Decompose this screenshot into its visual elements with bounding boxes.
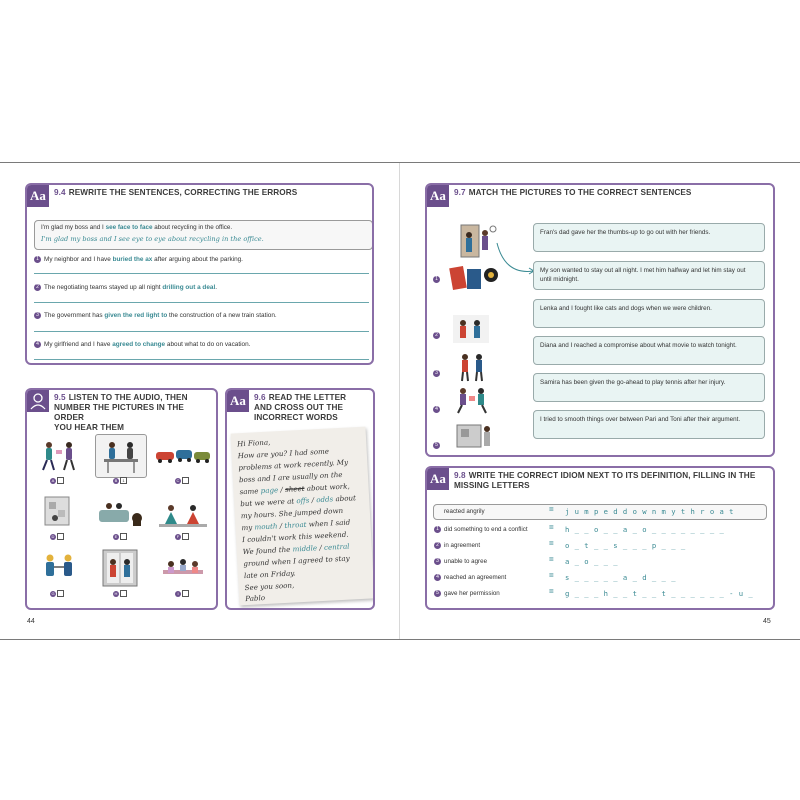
example-sentence: Fran's dad gave her the thumbs-up to go out with her friends. bbox=[533, 223, 765, 252]
book-spread bbox=[0, 162, 800, 640]
picture-3 bbox=[453, 351, 491, 383]
vocabulary-badge-icon: Aa bbox=[27, 185, 49, 207]
letter-line: See you soon, bbox=[244, 580, 295, 593]
letter-line: I couldn't work this weekend. bbox=[241, 529, 349, 545]
equals-sign: = bbox=[549, 539, 554, 548]
exercise-9-6 bbox=[225, 388, 375, 610]
question-4: 4 My girlfriend and I have agreed to change about what to do on vacation. bbox=[34, 341, 250, 348]
answer-line-3[interactable] bbox=[34, 331, 369, 332]
picture-number-3: 3 bbox=[433, 365, 443, 383]
letter-line: ground when I agreed to stay bbox=[243, 553, 350, 569]
page-number-left: 44 bbox=[27, 618, 35, 625]
picture-a bbox=[35, 437, 83, 473]
example-answer: j u m p e d d o w n m y t h r o a t bbox=[565, 507, 734, 516]
definition-2: 2 in agreement bbox=[434, 542, 480, 549]
vocabulary-badge-icon: Aa bbox=[427, 185, 449, 207]
exercise-9-7 bbox=[425, 183, 775, 457]
equals-sign: = bbox=[549, 555, 554, 564]
example-answer: I'm glad my boss and I see eye to eye about recycling in the office. bbox=[41, 235, 264, 243]
exercise-title: 9.5 LISTEN TO THE AUDIO, THEN NUMBER THE PICTURES IN THE ORDER YOU HEAR THEM bbox=[54, 393, 188, 432]
equals-sign: = bbox=[549, 587, 554, 596]
definition-1: 1 did something to end a conflict bbox=[434, 526, 528, 533]
answer-line-1[interactable] bbox=[34, 273, 369, 274]
example-row bbox=[433, 504, 767, 520]
sentence-box[interactable]: Samira has been given the go-ahead to play tennis after her injury. bbox=[533, 373, 765, 402]
example-picture bbox=[457, 223, 497, 261]
page-gutter bbox=[399, 163, 400, 639]
letter-line: Pablo bbox=[245, 593, 266, 604]
label-e[interactable]: E bbox=[113, 533, 127, 540]
question-1: 1 My neighbor and I have buried the ax after arguing about the parking. bbox=[34, 256, 243, 263]
picture-i bbox=[155, 552, 211, 586]
sentence-box[interactable]: My son wanted to stay out all night. I met him halfway and let him stay out until midnight. bbox=[533, 261, 765, 290]
exercise-9-4 bbox=[25, 183, 374, 365]
letter-line: boss and I are usually on the bbox=[238, 469, 343, 485]
definition-4: 4 reached an agreement bbox=[434, 574, 506, 581]
example-definition: reacted angrily bbox=[444, 508, 485, 515]
picture-g bbox=[37, 550, 81, 586]
picture-number-2: 2 bbox=[433, 327, 443, 345]
exercise-title: 9.8 WRITE THE CORRECT IDIOM NEXT TO ITS DEFINITION, FILLING IN THE MISSING LETTERS bbox=[454, 471, 756, 490]
example-box bbox=[34, 220, 373, 250]
answer-line-4[interactable] bbox=[34, 359, 369, 360]
answer-3[interactable]: a _ o _ _ _ bbox=[565, 557, 619, 566]
picture-b bbox=[95, 434, 147, 478]
answer-4[interactable]: s _ _ _ _ _ a _ d _ _ _ bbox=[565, 573, 677, 582]
picture-d bbox=[39, 494, 77, 530]
sentence-box[interactable]: Diana and I reached a compromise about what movie to watch tonight. bbox=[533, 336, 765, 365]
letter-line: my mouth / throat when I said bbox=[241, 517, 351, 533]
picture-4 bbox=[451, 385, 493, 415]
definition-5: 5 gave her permission bbox=[434, 590, 500, 597]
label-b[interactable]: B 1 bbox=[113, 477, 127, 484]
label-h[interactable]: H bbox=[113, 590, 127, 597]
exercise-9-5 bbox=[25, 388, 218, 610]
match-arrow bbox=[495, 241, 537, 281]
label-d[interactable]: D bbox=[50, 533, 64, 540]
picture-f bbox=[155, 498, 211, 530]
letter-line: How are you? I had some bbox=[237, 446, 330, 461]
page-number-right: 45 bbox=[763, 618, 771, 625]
letter-line: late on Friday. bbox=[243, 568, 296, 581]
definition-3: 3 unable to agree bbox=[434, 558, 487, 565]
letter-line: problems at work recently. My bbox=[238, 457, 349, 473]
letter-line: We found the middle / central bbox=[242, 541, 350, 557]
picture-2 bbox=[451, 313, 491, 345]
answer-line-2[interactable] bbox=[34, 302, 369, 303]
label-a[interactable]: A bbox=[50, 477, 64, 484]
equals-sign: = bbox=[549, 523, 554, 532]
question-3: 3 The government has given the red light to the construction of a new train station. bbox=[34, 312, 277, 319]
sentence-box[interactable]: I tried to smooth things over between Pari and Toni after their argument. bbox=[533, 410, 765, 439]
picture-number-5: 5 bbox=[433, 437, 443, 455]
picture-e bbox=[93, 496, 147, 530]
letter-line: Hi Fiona, bbox=[236, 437, 271, 449]
equals-sign: = bbox=[549, 571, 554, 580]
handwritten-letter bbox=[231, 427, 375, 606]
vocabulary-badge-icon: Aa bbox=[227, 390, 249, 412]
question-2: 2 The negotiating teams stayed up all night drilling out a deal. bbox=[34, 284, 217, 291]
sentence-box[interactable]: Lenka and I fought like cats and dogs when we were children. bbox=[533, 299, 765, 328]
letter-line: same page / sheet about work, bbox=[239, 481, 350, 497]
letter-line: my hours. She jumped down bbox=[240, 505, 344, 521]
answer-5[interactable]: g _ _ _ h _ _ t _ _ t _ _ _ _ _ _ - u _ bbox=[565, 589, 754, 598]
label-i[interactable]: I bbox=[175, 590, 189, 597]
picture-number-1: 1 bbox=[433, 271, 443, 289]
picture-c bbox=[154, 440, 212, 470]
label-c[interactable]: C bbox=[175, 477, 189, 484]
equals-sign: = bbox=[549, 505, 554, 514]
picture-h bbox=[95, 548, 145, 588]
picture-1 bbox=[449, 263, 499, 297]
exercise-9-8 bbox=[425, 466, 775, 610]
example-sentence: I'm glad my boss and I see face to face about recycling in the office. bbox=[41, 224, 233, 231]
label-g[interactable]: G bbox=[50, 590, 64, 597]
vocabulary-badge-icon: Aa bbox=[427, 468, 449, 490]
picture-number-4: 4 bbox=[433, 401, 443, 419]
listening-icon bbox=[27, 390, 49, 412]
exercise-title: 9.4 REWRITE THE SENTENCES, CORRECTING THE ERRORS bbox=[54, 188, 298, 197]
exercise-title: 9.6 READ THE LETTER AND CROSS OUT THE INCORRECT WORDS bbox=[254, 393, 347, 422]
answer-1[interactable]: h _ _ o _ _ a _ o _ _ _ _ _ _ _ _ bbox=[565, 525, 725, 534]
answer-2[interactable]: o _ t _ _ s _ _ _ p _ _ _ bbox=[565, 541, 686, 550]
exercise-title: 9.7 MATCH THE PICTURES TO THE CORRECT SENTENCES bbox=[454, 188, 692, 197]
picture-5 bbox=[453, 419, 493, 453]
letter-line: but we were at offs / odds about bbox=[240, 493, 357, 509]
label-f[interactable]: F bbox=[175, 533, 189, 540]
